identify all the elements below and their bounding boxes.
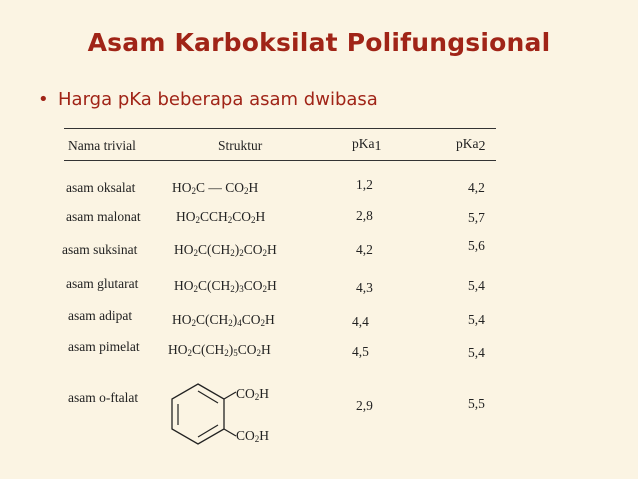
formula-part: HO: [168, 342, 188, 357]
formula-subscript: 2: [228, 318, 233, 328]
formula-part: HO: [174, 242, 194, 257]
formula-part: ): [234, 242, 240, 257]
row-pka2: 5,6: [468, 238, 485, 253]
bullet-text: Harga pKa beberapa asam dwibasa: [58, 89, 378, 110]
formula-subscript: 2: [187, 348, 192, 358]
row-formula: [176, 209, 265, 225]
row-formula: [174, 278, 277, 294]
formula-part: HO: [172, 180, 192, 195]
table-top-rule: [64, 128, 496, 129]
formula-subscript: 2: [227, 215, 233, 225]
formula-part: C — CO: [196, 180, 245, 195]
formula-part: C(CH: [196, 312, 229, 327]
formula-part: CO: [232, 209, 252, 224]
row-pka2: 5,5: [468, 396, 485, 411]
row-name: asam adipat: [68, 308, 133, 323]
formula-subscript: 2: [230, 248, 235, 258]
row-pka2: 4,2: [468, 180, 485, 195]
formula-subscript: 2: [195, 215, 200, 225]
formula-subscript: 2: [262, 248, 268, 258]
header-structure: Struktur: [218, 138, 263, 153]
row-pka1: 4,3: [356, 280, 373, 295]
formula-subscript: 2: [251, 215, 256, 225]
row-name: asam glutarat: [66, 276, 139, 291]
formula-subscript: 2: [191, 318, 196, 328]
formula-part: H: [255, 209, 266, 224]
formula-part: HO: [176, 209, 196, 224]
row-pka1: 1,2: [356, 177, 373, 192]
formula-subscript: 2: [224, 348, 229, 358]
formula-part: CO: [241, 312, 261, 327]
formula-part: CO: [243, 242, 263, 257]
benzene-ring-icon: [166, 382, 238, 446]
row-pka1: 2,8: [356, 208, 373, 223]
formula-part: C(CH: [192, 342, 225, 357]
header-name: Nama trivial: [68, 138, 136, 153]
row-name: asam pimelat: [68, 339, 140, 354]
row-pka2: 5,4: [468, 278, 485, 293]
header-pka1: pKa1: [352, 136, 382, 154]
row-formula: [168, 342, 271, 358]
row-pka1: 4,4: [352, 314, 369, 329]
row-name: asam suksinat: [62, 242, 138, 257]
row-pka1: 4,2: [356, 242, 373, 257]
formula-subscript: 2: [256, 348, 262, 358]
formula-part: H: [267, 278, 277, 293]
formula-part: H: [261, 342, 271, 357]
formula-part: C(CH: [198, 278, 231, 293]
formula-part: H: [248, 180, 259, 195]
row-pka1: 2,9: [356, 398, 373, 413]
formula-part: C(CH: [198, 242, 231, 257]
formula-part: HO: [174, 278, 194, 293]
formula-subscript: 2: [230, 284, 235, 294]
formula-part: H: [267, 242, 277, 257]
formula-part: ): [232, 312, 238, 327]
phthalic-group-top: $CO_2H$: [236, 386, 270, 402]
formula-subscript: 5: [233, 348, 238, 358]
formula-subscript: 2: [193, 284, 198, 294]
formula-part: HO: [172, 312, 192, 327]
table-header-rule: [64, 160, 496, 161]
formula-subscript: 2: [193, 248, 198, 258]
row-pka2: 5,4: [468, 312, 485, 327]
row-pka2: 5,7: [468, 210, 485, 225]
formula-subscript: 4: [237, 318, 242, 328]
formula-part: CO: [243, 278, 263, 293]
formula-subscript: 3: [239, 284, 244, 294]
formula-part: H: [265, 312, 275, 327]
formula-subscript: 2: [262, 284, 268, 294]
formula-subscript: 2: [244, 186, 249, 196]
slide-title: Asam Karboksilat Polifungsional: [87, 28, 551, 57]
row-pka1: 4,5: [352, 344, 369, 359]
formula-part: CO: [237, 342, 257, 357]
formula-part: ): [234, 278, 240, 293]
row-pka2: 5,4: [468, 345, 485, 360]
bullet-point: [38, 89, 378, 110]
row-name: asam o-ftalat: [68, 390, 139, 405]
row-formula: [172, 180, 258, 196]
bullet-icon: •: [38, 89, 49, 110]
row-name: asam malonat: [66, 209, 141, 224]
header-pka2: pKa2: [456, 136, 486, 154]
formula-subscript: 2: [260, 318, 266, 328]
row-formula: [174, 242, 277, 258]
formula-part: CCH: [200, 209, 228, 224]
formula-subscript: 2: [191, 186, 196, 196]
row-formula: [172, 312, 275, 328]
formula-subscript: 2: [239, 248, 244, 258]
phthalic-group-bottom: $CO_2H$: [236, 428, 270, 444]
row-name: asam oksalat: [66, 180, 136, 195]
formula-part: ): [228, 342, 234, 357]
